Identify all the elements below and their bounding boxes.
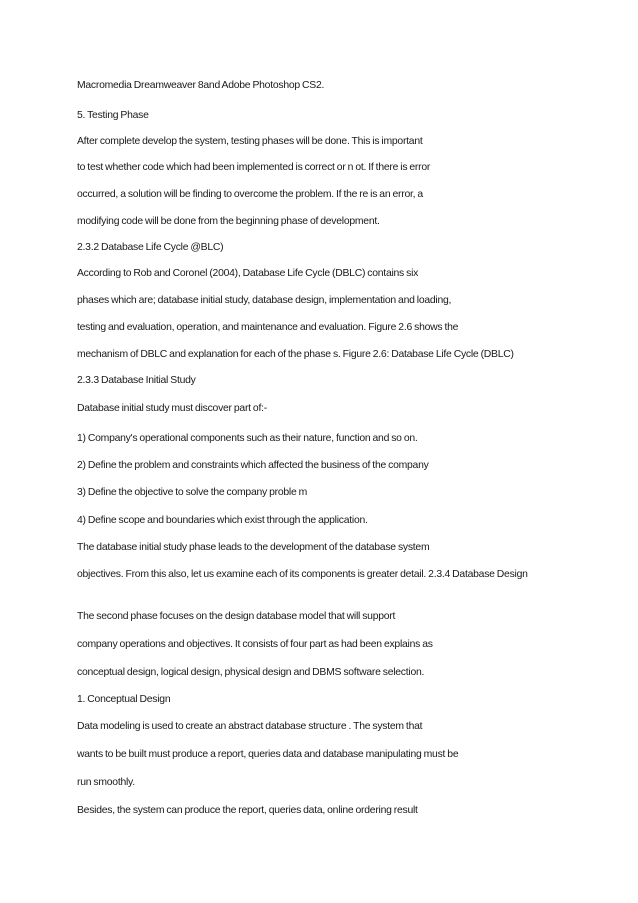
text-line-company-operations: company operations and objectives. It consists of four part as had been explains as	[77, 639, 433, 650]
text-line-run-smoothly: run smoothly.	[77, 777, 135, 788]
heading-testing-phase: 5. Testing Phase	[77, 110, 149, 121]
text-line-second-phase: The second phase focuses on the design database model that will support	[77, 611, 396, 622]
text-line-modifying-code: modifying code will be done from the beginning phase of development.	[77, 216, 380, 227]
heading-initial-study: 2.3.3 Database Initial Study	[77, 375, 196, 386]
heading-conceptual-design: 1. Conceptual Design	[77, 694, 171, 705]
list-item-4: 4) Define scope and boundaries which exist through the application.	[77, 515, 368, 526]
text-line-wants-to-be: wants to be built must produce a report, queries data and database manipulating must be	[77, 749, 459, 760]
text-line-mechanism: mechanism of DBLC and explanation for each of the phase s. Figure 2.6: Database Life Cycle (DBLC)	[77, 349, 514, 360]
text-line-after-complete: After complete develop the system, testing phases will be done. This is important	[77, 136, 423, 147]
text-line-initial-study-phase: The database initial study phase leads to the development of the database system	[77, 542, 430, 553]
heading-database-life-cycle: 2.3.2 Database Life Cycle @BLC)	[77, 242, 224, 253]
text-line-besides: Besides, the system can produce the report, queries data, online ordering result	[77, 805, 418, 816]
text-line-testing-eval: testing and evaluation, operation, and maintenance and evaluation. Figure 2.6 shows the	[77, 322, 459, 333]
text-line-dreamweaver: Macromedia Dreamweaver 8and Adobe Photoshop CS2.	[77, 80, 325, 91]
list-item-3: 3) Define the objective to solve the company proble m	[77, 487, 308, 498]
list-item-2: 2) Define the problem and constraints which affected the business of the company	[77, 460, 429, 471]
text-line-phases-which: phases which are; database initial study, database design, implementation and loading,	[77, 295, 452, 306]
text-line-data-modeling: Data modeling is used to create an abstract database structure . The system that	[77, 721, 423, 732]
text-line-discover: Database initial study must discover part of:-	[77, 403, 267, 414]
text-line-to-test: to test whether code which had been implemented is correct or n ot. If there is error	[77, 162, 431, 173]
text-line-according-to: According to Rob and Coronel (2004), Database Life Cycle (DBLC) contains six	[77, 268, 419, 279]
text-line-conceptual: conceptual design, logical design, physical design and DBMS software selection.	[77, 667, 425, 678]
text-line-objectives: objectives. From this also, let us examine each of its components is greater detail. 2.3.4 Database Design	[77, 569, 528, 580]
list-item-1: 1) Company's operational components such as their nature, function and so on.	[77, 433, 418, 444]
text-line-occurred: occurred, a solution will be finding to overcome the problem. If the re is an error, a	[77, 189, 423, 200]
